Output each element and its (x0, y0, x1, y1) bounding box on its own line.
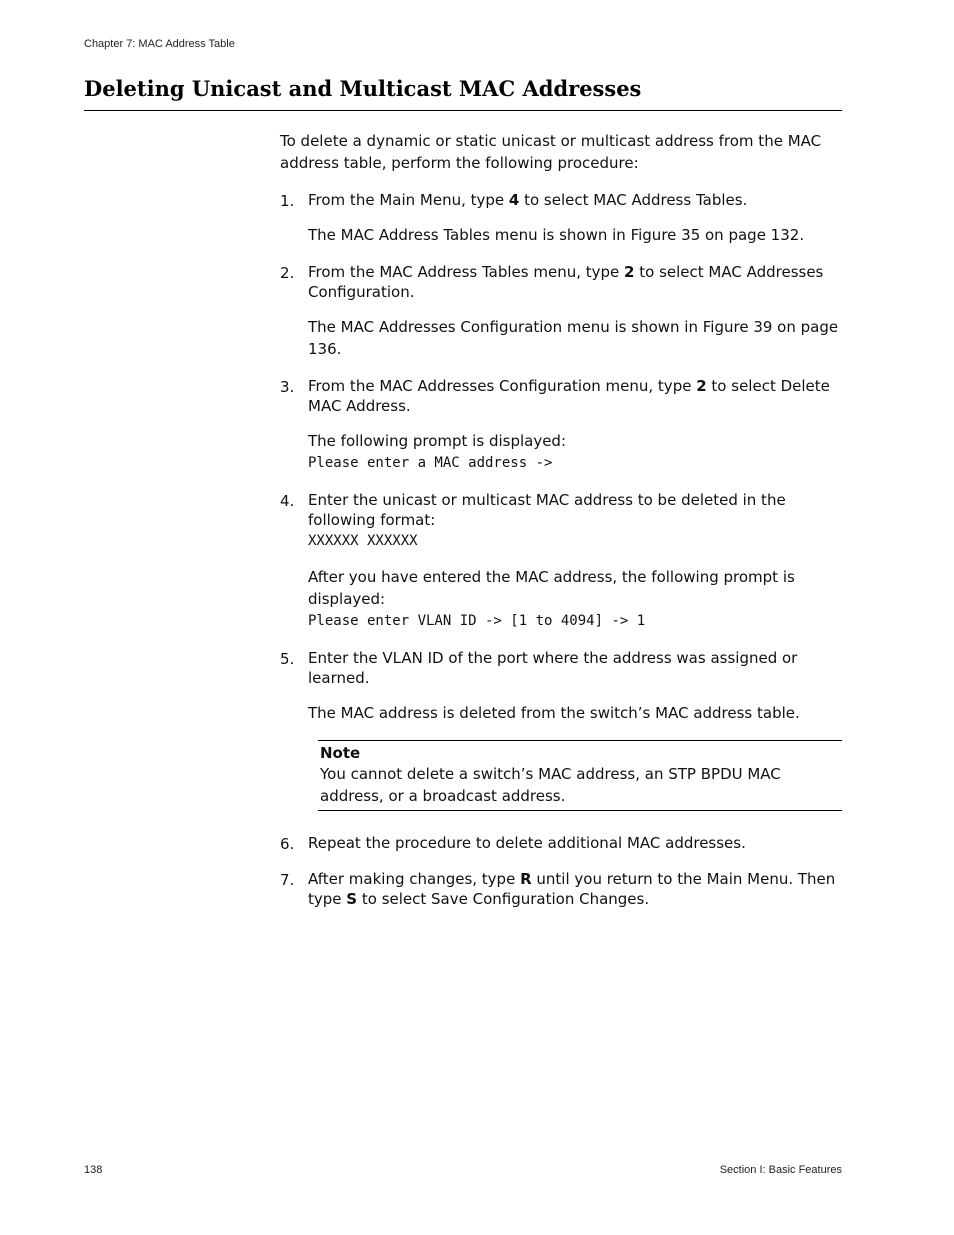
step-1 (280, 190, 842, 246)
step-number: 2. (280, 264, 295, 282)
step-text-post: to select Delete MAC Address. (308, 377, 830, 415)
note-title: Note (320, 744, 361, 762)
step-key: R (520, 870, 532, 888)
step-text (308, 376, 842, 416)
step-4 (280, 490, 842, 632)
step-text-post: to select Save Configuration Changes. (357, 890, 650, 908)
footer-page-number: 138 (84, 1164, 103, 1176)
step-note: The MAC Addresses Configuration menu is shown in Figure 39 on page 136. (308, 318, 839, 358)
step-key: S (346, 890, 358, 908)
step-6 (280, 833, 842, 853)
step-key: 2 (696, 377, 707, 395)
step-text-mid: until you return to the Main Menu. Then type (308, 870, 836, 908)
step-note: The MAC Address Tables menu is shown in Figure 35 on page 132. (308, 226, 805, 244)
step-text: Enter the VLAN ID of the port where the address was assigned or learned. (308, 649, 798, 687)
step-number: 7. (280, 871, 295, 889)
step-note: The MAC address is deleted from the switch’s MAC address table. (308, 704, 800, 722)
step-text: Repeat the procedure to delete additional MAC addresses. (308, 834, 746, 852)
note-box (318, 740, 842, 811)
footer-section: Section I: Basic Features (719, 1164, 842, 1176)
step-key: 2 (624, 263, 635, 281)
step-note: The following prompt is displayed: (308, 432, 567, 450)
code-prompt: Please enter a MAC address -> (308, 455, 553, 471)
step-text-pre: From the MAC Address Tables menu, type (308, 263, 625, 281)
step-5 (280, 648, 842, 724)
running-head: Chapter 7: MAC Address Table (84, 38, 235, 50)
step-number: 1. (280, 192, 295, 210)
step-text-pre: From the Main Menu, type (308, 191, 509, 209)
page-title: Deleting Unicast and Multicast MAC Addresses (84, 76, 642, 101)
step-3 (280, 376, 842, 474)
step-text (308, 262, 842, 302)
code-prompt: Please enter VLAN ID -> [1 to 4094] -> 1 (308, 613, 646, 629)
step-text: Enter the unicast or multicast MAC address to be deleted in the following format: (308, 491, 786, 529)
step-text-post: to select MAC Addresses Configuration. (308, 263, 824, 301)
step-text (308, 190, 842, 210)
step-number: 3. (280, 378, 295, 396)
step-text-pre: After making changes, type (308, 870, 521, 888)
step-text-post: to select MAC Address Tables. (519, 191, 748, 209)
step-note: After you have entered the MAC address, the following prompt is displayed: (308, 568, 795, 608)
step-text-pre: From the MAC Addresses Configuration menu, type (308, 377, 697, 395)
main-content (280, 130, 842, 925)
step-key: 4 (508, 191, 520, 209)
step-number: 6. (280, 835, 295, 853)
step-number: 5. (280, 650, 295, 668)
step-7 (280, 869, 842, 909)
step-2 (280, 262, 842, 360)
code-format: XXXXXX XXXXXX (308, 533, 418, 549)
step-text (308, 869, 842, 909)
title-rule (84, 110, 842, 111)
step-number: 4. (280, 492, 295, 510)
note-body: You cannot delete a switch’s MAC address, an STP BPDU MAC address, or a broadcast address. (320, 765, 781, 805)
intro-paragraph: To delete a dynamic or static unicast or multicast address from the MAC address table, perform the following procedure: (280, 132, 822, 172)
